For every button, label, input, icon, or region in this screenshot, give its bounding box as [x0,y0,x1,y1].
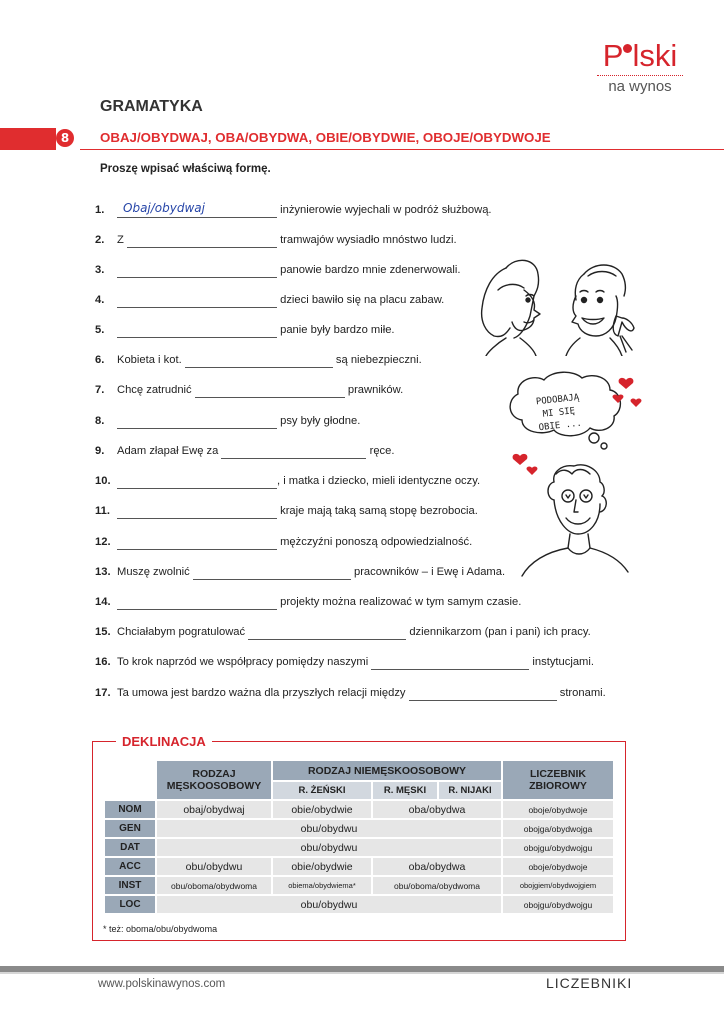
logo-divider [597,75,683,76]
case-label: GEN [105,820,155,837]
table-row [105,896,613,913]
answer-blank-12[interactable] [117,537,277,550]
table-cell: obie/obydwie [273,858,371,875]
case-label: DAT [105,839,155,856]
table-cell: obu/oboma/obydwoma [157,877,271,894]
answer-blank-8[interactable] [117,416,277,429]
exercise-4: 4. dzieci bawiło się na placu zabaw. [95,294,445,306]
table-cell: oboje/obydwoje [503,801,613,818]
answer-blank-2[interactable] [127,235,277,248]
table-cell: obojgu/obydwojgu [503,839,613,856]
topic-bar [0,128,724,152]
topic-title: OBAJ/OBYDWAJ, OBA/OBYDWA, OBIE/OBYDWIE, OBOJE/OBYDWOJE [100,130,551,145]
table-cell: obiema/obydwiema* [273,877,371,894]
topic-strip [0,128,56,150]
table-row [105,839,613,856]
answer-blank-1[interactable] [117,201,277,218]
exercise-7: 7. Chcę zatrudnić prawników. [95,384,404,396]
topic-number-icon: 8 [56,129,74,147]
table-cell: obu/obydwu [157,896,501,913]
header-masculine-personal: RODZAJ MĘSKOOSOBOWY [157,761,271,799]
logo [590,40,690,95]
table-cell: obu/obydwu [157,839,501,856]
answer-blank-14[interactable] [117,597,277,610]
exercise-2: 2. Z tramwajów wysiadło mnóstwo ludzi. [95,234,457,246]
handwritten-answer: Obaj/obydwaj [123,201,205,215]
table-cell: obaj/obydwaj [157,801,271,818]
subheader-feminine: R. ŻEŃSKI [273,782,371,799]
answer-blank-7[interactable] [195,385,345,398]
case-label: LOC [105,896,155,913]
exercise-16: 16. To krok naprzód we współpracy pomiędzy naszymi instytucjami. [95,656,594,668]
table-row [105,877,613,894]
case-label: NOM [105,801,155,818]
instruction: Proszę wpisać właściwą formę. [100,163,271,175]
declension-title: DEKLINACJA [116,734,212,749]
case-label: INST [105,877,155,894]
answer-blank-4[interactable] [117,295,277,308]
exercise-1: 1. Obaj/obydwaj inżynierowie wyjechali w podróż służbową. [95,201,492,216]
answer-blank-16[interactable] [371,657,529,670]
table-cell: obu/oboma/obydwoma [373,877,501,894]
table-row [105,858,613,875]
exercise-6: 6. Kobieta i kot. są niebezpieczni. [95,354,422,366]
topic-underline [80,149,724,150]
logo-brand: P lski [602,38,678,73]
exercise-13: 13. Muszę zwolnić pracowników – i Ewę i Adama. [95,566,506,578]
answer-blank-13[interactable] [193,567,351,580]
exercise-8: 8. psy były głodne. [95,415,361,427]
bubble-text: PODOBAJĄ MI SIĘ OBIE ... [535,392,583,434]
exercise-3: 3. panowie bardzo mnie zdenerwowali. [95,264,461,276]
footer-url[interactable]: www.polskinawynos.com [98,978,226,990]
answer-blank-11[interactable] [117,506,277,519]
declension-table [103,759,615,915]
man-illustration [506,448,636,588]
exercise-12: 12. mężczyźni ponoszą odpowiedzialność. [95,536,473,548]
table-row [105,801,613,818]
subheader-neuter: R. NIJAKI [439,782,501,799]
table-cell: obie/obydwie [273,801,371,818]
table-row [105,820,613,837]
answer-blank-15[interactable] [248,627,406,640]
footer-bar-light [0,972,724,974]
section-title: GRAMATYKA [100,98,203,115]
table-cell: oba/obydwa [373,858,501,875]
answer-blank-5[interactable] [117,325,277,338]
exercise-17: 17. Ta umowa jest bardzo ważna dla przyszłych relacji między stronami. [95,687,606,699]
answer-blank-3[interactable] [117,265,277,278]
subheader-masculine: R. MĘSKI [373,782,437,799]
case-label: ACC [105,858,155,875]
table-cell: oboje/obydwoje [503,858,613,875]
exercise-5: 5. panie były bardzo miłe. [95,324,395,336]
footer-section-label: LICZEBNIKI [546,975,633,991]
table-corner [105,761,155,799]
table-cell: obu/obydwu [157,858,271,875]
two-women-illustration [476,256,636,356]
exercise-10: 10. , i matka i dziecko, mieli identyczne oczy. [95,475,481,487]
table-cell: obojga/obydwojga [503,820,613,837]
header-collective: LICZEBNIK ZBIOROWY [503,761,613,799]
logo-subtitle: na wynos [608,78,672,95]
exercise-9: 9. Adam złapał Ewę za ręce. [95,445,395,457]
table-cell: obu/obydwu [157,820,501,837]
table-cell: obojgu/obydwojgu [503,896,613,913]
footnote: * też: oboma/obu/obydwoma [103,924,218,934]
answer-blank-9[interactable] [221,446,366,459]
answer-blank-17[interactable] [409,688,557,701]
answer-blank-10[interactable] [117,476,277,489]
table-cell: oba/obydwa [373,801,501,818]
exercise-15: 15. Chciałabym pogratulować dziennikarzom (pan i pani) ich pracy. [95,626,591,638]
exercise-14: 14. projekty można realizować w tym samym czasie. [95,596,522,608]
header-non-masculine-personal: RODZAJ NIEMĘSKOOSOBOWY [273,761,501,780]
answer-blank-6[interactable] [185,355,333,368]
table-cell: obojgiem/obydwojgiem [503,877,613,894]
exercise-11: 11. kraje mają taką samą stopę bezrobocia. [95,505,478,517]
